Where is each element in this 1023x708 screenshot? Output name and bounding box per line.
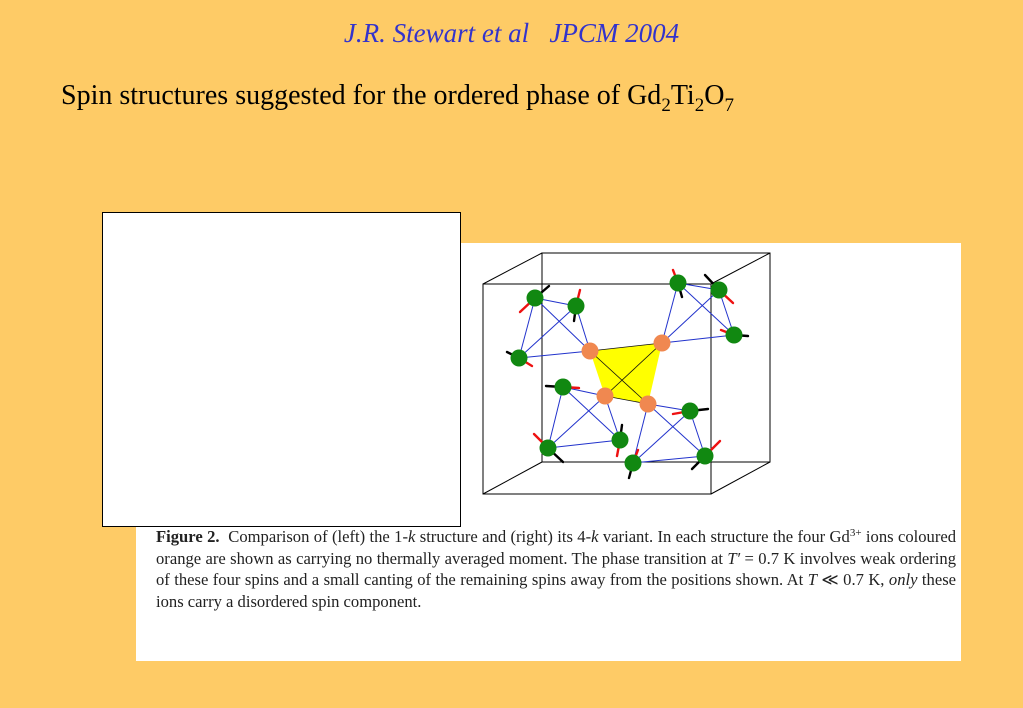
green-ion [697, 448, 714, 465]
citation: J.R. Stewart et al JPCM 2004 [343, 18, 680, 48]
orange-ion [640, 396, 657, 413]
figure-label: Figure 2. [156, 527, 220, 546]
blank-overlay-box [102, 212, 461, 527]
green-ion [555, 379, 572, 396]
slide-heading [61, 80, 734, 116]
green-ion [612, 432, 629, 449]
green-ion [625, 455, 642, 472]
orange-ion [654, 335, 671, 352]
green-ion [511, 350, 528, 367]
figure-caption: Figure 2. Comparison of (left) the 1-k structure and (right) its 4-k variant. In each structure the four $Gd^{3+}$ ions coloured orange are shown as carrying no thermally averaged moment. The phase transition at T′ = 0.7 K involves weak ordering of these four spins and a small canting of the remaining spins away from the positions shown. At T ≪ 0.7 K, only these ions carry a disordered spin component. [156, 527, 957, 611]
orange-ion [582, 343, 599, 360]
green-ion [568, 298, 585, 315]
green-ion [670, 275, 687, 292]
green-ion [540, 440, 557, 457]
orange-ion [597, 388, 614, 405]
green-ion [711, 282, 728, 299]
green-ion [726, 327, 743, 344]
spin-structure-diagram [470, 245, 780, 500]
green-ion [527, 290, 544, 307]
green-ion [682, 403, 699, 420]
chemical-formula: $Gd_2Ti_2O_7$ [627, 80, 734, 116]
heading-text: Spin structures suggested for the ordered phase of [61, 80, 628, 111]
